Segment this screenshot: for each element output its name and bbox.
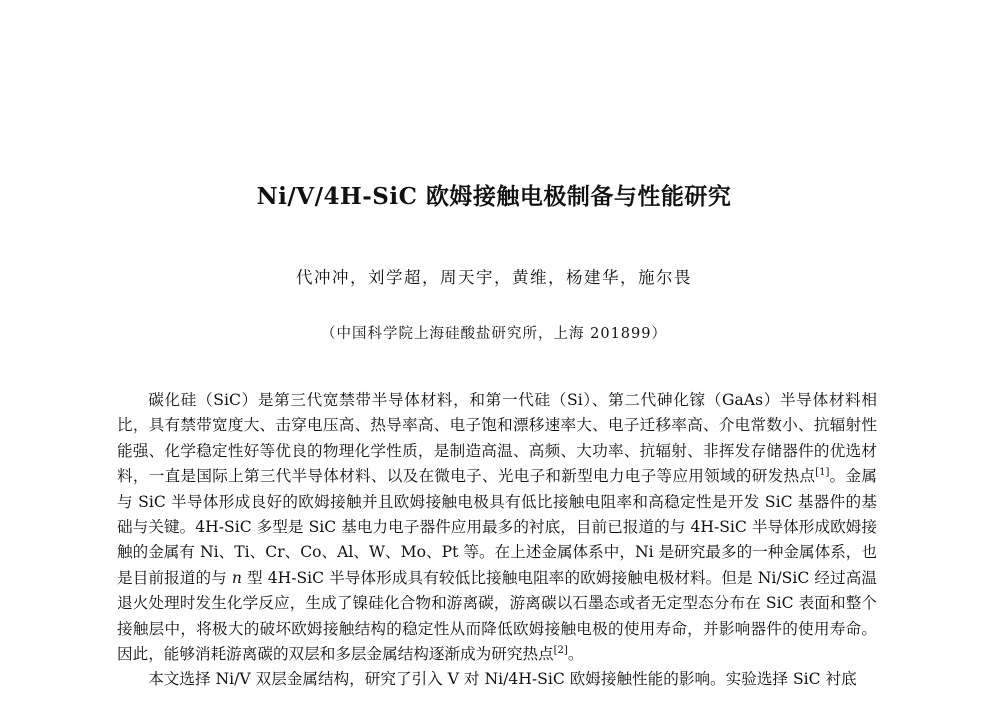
- author-list: 代冲冲，刘学超，周天宇，黄维，杨建华，施尔畏: [296, 268, 692, 287]
- paragraph-1-part-1: 碳化硅（SiC）是第三代宽禁带半导体材料，和第一代硅（Si）、第二代砷化镓（GaAs）半导体材料相比，具有禁带宽度大、击穿电压高、热导率高、电子饱和漂移速率大、电子迁移率高、介电常数小、抗辐射性能强、化学稳定性好等优良的物理化学性质，是制造高温、高频、大功率、抗辐射、非挥发存储器件的优选材料，一直是国际上第三代半导体材料、以及在微电子、光电子和新型电力电子等应用领域的研发热点: [117, 391, 877, 486]
- paragraph-1-part-4: 。: [567, 645, 584, 664]
- paragraph-1-part-3: 型 4H-SiC 半导体形成具有较低比接触电阻率的欧姆接触电极材料。但是 Ni/SiC 经过高温退火处理时发生化学反应，生成了镍硅化合物和游离碳，游离碳以石墨态或者无定型态分布在 SiC 表面和整个接触层中，将极大的破坏欧姆接触结构的稳定性从而降低欧姆接触电极的使用寿命，并影响器件的使用寿命。因此，能够消耗游离碳的双层和多层金属结构逐渐成为研究热点: [117, 568, 877, 664]
- paragraph-1: [117, 388, 877, 667]
- paragraph-1-part-2: 。金属与 SiC 半导体形成良好的欧姆接触并且欧姆接触电极具有低比接触电阻率和高稳定性是开发 SiC 基器件的基础与关键。4H-SiC 多型是 SiC 基电力电子器件应用最多的衬底，目前已报道的与 4H-SiC 半导体形成欧姆接触的金属有 Ni、Ti、Cr、Co、Al、W、Mo、Pt 等。在上述金属体系中，Ni 是研究最多的一种金属体系，也是目前报道的与: [117, 467, 877, 587]
- body-text: [117, 388, 877, 693]
- paper-title: Ni/V/4H-SiC 欧姆接触电极制备与性能研究: [256, 183, 732, 210]
- affiliation: （中国科学院上海硅酸盐研究所，上海 201899）: [321, 326, 667, 342]
- reference-1: [1]: [815, 467, 830, 479]
- n-type-symbol: n: [231, 568, 242, 587]
- paragraph-2: 本文选择 Ni/V 双层金属结构，研究了引入 V 对 Ni/4H-SiC 欧姆接触性能的影响。实验选择 SiC 衬底: [148, 670, 857, 689]
- reference-2: [2]: [553, 644, 568, 656]
